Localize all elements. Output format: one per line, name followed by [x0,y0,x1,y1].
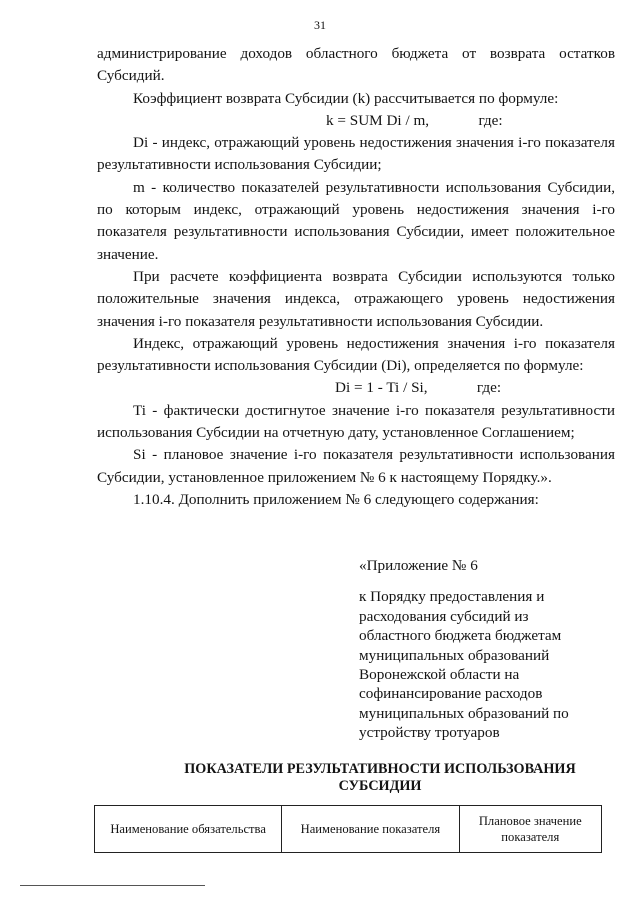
appendix-line: софинансирование расходов [359,685,543,703]
footnote-divider [20,885,205,886]
paragraph-return-coefficient: Коэффициент возврата Субсидии (k) рассчитывается по формуле: [133,89,559,107]
appendix-title: «Приложение № 6 [359,557,478,574]
appendix-header [359,556,599,743]
column-header-obligation: Наименование обязательства [95,806,282,852]
paragraph-continuation: администрирование доходов областного бюджета от возврата остатков Субсидий. [97,45,615,85]
appendix-line: расходования субсидий из [359,607,529,625]
formula-return-coefficient: k = SUM Di / m, где: [326,111,503,129]
paragraph-ti-definition: Ti - фактически достигнутое значение i-го показателя результативности использования Субсидии на отчетную дату, установленное Соглашением; [97,401,615,442]
formula-index: Di = 1 - Ti / Si, где: [335,379,502,397]
paragraph-di-definition: Di - индекс, отражающий уровень недостижения значения i-го показателя результативности использования Субсидии; [97,134,615,174]
column-header-planned-value: Плановое значение показателя [478,814,582,844]
paragraph-positive-values: При расчете коэффициента возврата Субсидии используются только положительные значения индекса, отражающего уровень недостижения значения i-го показателя результативности использования Субсидии. [97,267,615,330]
appendix-line: муниципальных образований по [359,704,569,722]
section-title [160,761,600,795]
appendix-line: областного бюджета бюджетам [359,627,562,645]
appendix-line: к Порядку предоставления и [359,588,545,606]
appendix-line: Воронежской области на [359,666,520,684]
indicators-table-header [94,805,602,853]
appendix-line: устройству тротуаров [359,724,500,742]
section-title-line1: ПОКАЗАТЕЛИ РЕЗУЛЬТАТИВНОСТИ ИСПОЛЬЗОВАНИЯ [184,761,576,777]
document-body [97,43,615,511]
paragraph-index-definition: Индекс, отражающий уровень недостижения значения i-го показателя результативности использования Субсидии (Di), определяется по формуле: [97,334,615,375]
paragraph-amendment: 1.10.4. Дополнить приложением № 6 следующего содержания: [133,490,539,508]
paragraph-si-definition: Si - плановое значение i-го показателя результативности использования Субсидии, установленное приложением № 6 к настоящему Порядку.». [97,446,615,486]
section-title-line2: СУБСИДИИ [338,778,422,794]
appendix-line: муниципальных образований [359,646,550,664]
column-header-indicator: Наименование показателя [282,806,459,852]
paragraph-m-definition: m - количество показателей результативности использования Субсидии, по которым индекс, отражающий уровень недостижения значения i-го показателя результативности использования Субсидии, имеет положительное значение. [97,178,615,263]
page-number: 31 [314,18,326,32]
